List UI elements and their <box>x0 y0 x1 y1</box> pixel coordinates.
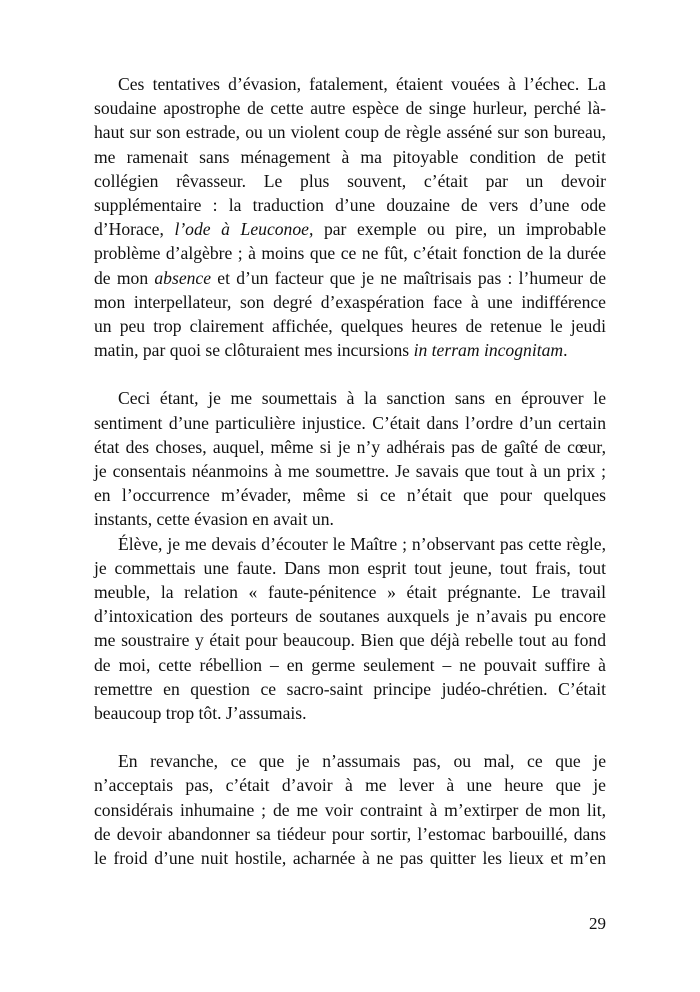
text-line: problème d’algèbre ; à moins que ce ne fût, c’était fonction de la durée <box>94 243 606 264</box>
page-number: 29 <box>589 914 606 933</box>
text-line: beaucoup trop tôt. J’assumais. <box>94 702 307 723</box>
italic-text: absence <box>154 267 212 288</box>
paragraph-2 <box>94 386 606 531</box>
text-line: me soustraire y était pour beaucoup. Bien que déjà rebelle tout au fond <box>94 630 606 651</box>
text-line: supplémentaire : la traduction d’une douzaine de vers d’une ode <box>94 194 606 215</box>
text-line: de moi, cette rébellion – en germe seulement – ne pouvait suffire à <box>94 654 606 675</box>
text-line: d’Horace, l’ode à Leuconoe, par exemple ou pire, un improbable <box>94 219 606 240</box>
text-line: mon interpellateur, son degré d’exaspération face à une indifférence <box>94 291 606 312</box>
text-line: matin, par quoi se clôturaient mes incursions in terram incognitam. <box>94 340 568 361</box>
text-line: je consentais néanmoins à me soumettre. Je savais que tout à un prix ; <box>94 461 606 481</box>
text-line: en l’occurrence m’évader, même si ce n’était que pour quelques <box>94 485 606 506</box>
text-line: d’intoxication des porteurs de soutanes auxquels je n’avais pu encore <box>94 606 606 627</box>
book-page-body <box>94 72 606 870</box>
paragraph-1 <box>94 72 606 362</box>
text-line: je commettais une faute. Dans mon esprit tout jeune, tout frais, tout <box>94 557 606 578</box>
italic-text: l’ode à Leuconoe, <box>174 219 314 240</box>
text-line: instants, cette évasion en avait un. <box>94 509 334 530</box>
text-line: état des choses, auquel, même si je n’y adhérais pas de gaîté de cœur, <box>94 436 606 457</box>
text-line: me ramenait sans ménagement à ma pitoyable condition de petit <box>94 146 606 167</box>
italic-text: in terram incognitam <box>413 340 564 361</box>
paragraph-3 <box>94 532 606 726</box>
text-line: soudaine apostrophe de cette autre espèce de singe hurleur, perché là- <box>94 98 606 119</box>
text-line: de devoir abandonner sa tiédeur pour sortir, l’estomac barbouillé, dans <box>94 823 606 844</box>
text-line: remettre en question ce sacro-saint principe judéo-chrétien. C’était <box>94 678 606 699</box>
text-line: meuble, la relation « faute-pénitence » était prégnante. Le travail <box>94 581 606 602</box>
text-line: Élève, je me devais d’écouter le Maître ; n’observant pas cette règle, <box>118 533 606 554</box>
text-line: considérais inhumaine ; de me voir contraint à m’extirper de mon lit, <box>94 799 606 820</box>
text-line: n’acceptais pas, c’était d’avoir à me lever à une heure que je <box>94 775 606 796</box>
text-line: de mon absence et d’un facteur que je ne maîtrisais pas : l’humeur de <box>94 267 606 288</box>
text-line: un peu trop clairement affichée, quelques heures de retenue le jeudi <box>94 315 606 336</box>
text-line: le froid d’une nuit hostile, acharnée à ne pas quitter les lieux et m’en <box>94 848 606 868</box>
text-line: En revanche, ce que je n’assumais pas, ou mal, ce que je <box>118 751 606 772</box>
text-line: collégien rêvasseur. Le plus souvent, c’était par un devoir <box>94 170 606 191</box>
text-line: Ces tentatives d’évasion, fatalement, étaient vouées à l’échec. La <box>118 74 606 94</box>
text-line: sentiment d’une particulière injustice. C’était dans l’ordre d’un certain <box>94 412 606 433</box>
paragraph-4 <box>94 749 606 870</box>
text-line: Ceci étant, je me soumettais à la sanction sans en éprouver le <box>118 388 606 409</box>
text-line: haut sur son estrade, ou un violent coup de règle asséné sur son bureau, <box>94 122 606 143</box>
